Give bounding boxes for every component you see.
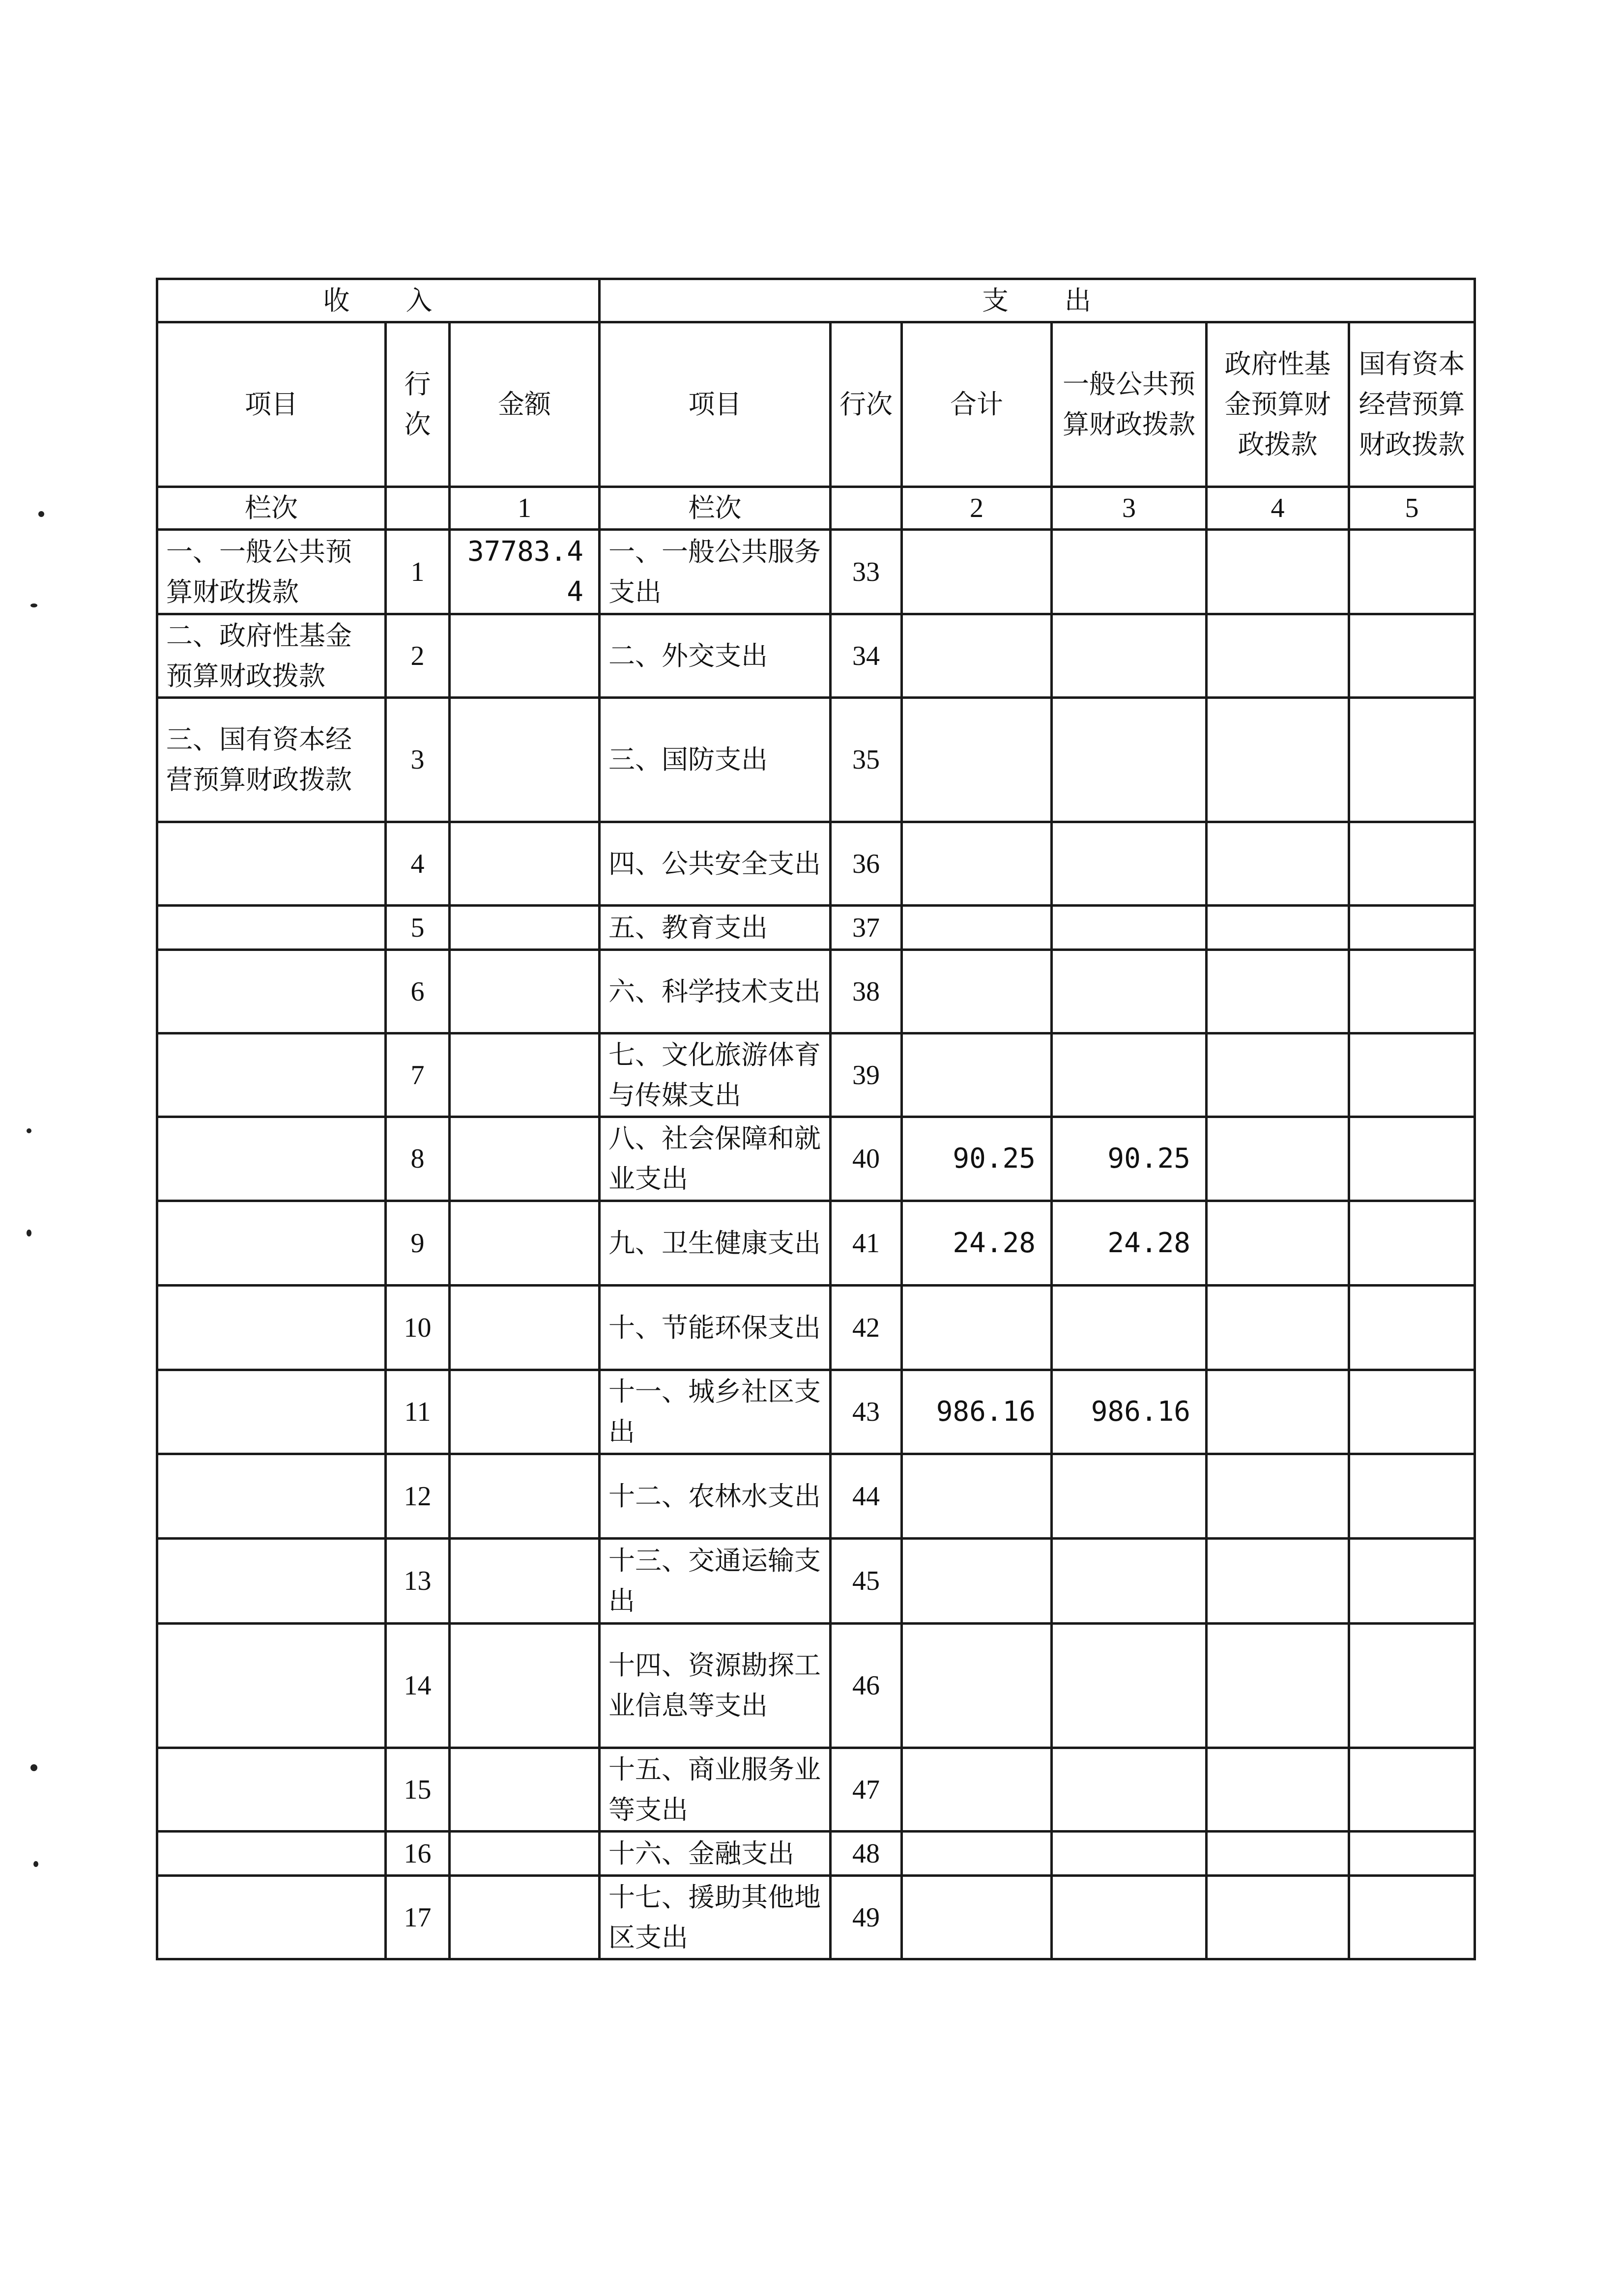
- expense-item: 十二、农林水支出: [600, 1454, 831, 1539]
- column-header-row: [157, 322, 1475, 487]
- general-budget-value: [1052, 950, 1207, 1033]
- state-capital-value: [1349, 1539, 1475, 1624]
- gov-fund-value: [1207, 822, 1349, 906]
- table-row: [157, 698, 1475, 822]
- table-row: [157, 1370, 1475, 1454]
- state-capital-value: [1349, 906, 1475, 950]
- expense-line-number: 36: [831, 822, 902, 906]
- income-line-number: 12: [386, 1454, 450, 1539]
- general-budget-value: 24.28: [1052, 1201, 1207, 1286]
- expense-line-number: 37: [831, 906, 902, 950]
- general-budget-value: [1052, 1454, 1207, 1539]
- table-row: [157, 1286, 1475, 1370]
- state-capital-value: [1349, 822, 1475, 906]
- income-column-label: 栏次: [157, 487, 386, 530]
- gov-fund-value: [1207, 1539, 1349, 1624]
- expense-line-header: 行次: [831, 322, 902, 487]
- gov-fund-value: [1207, 1033, 1349, 1117]
- general-budget-header: 一般公共预算财政拨款: [1052, 322, 1207, 487]
- state-capital-value: [1349, 1624, 1475, 1748]
- state-capital-value: [1349, 530, 1475, 614]
- column-number-3: 3: [1052, 487, 1207, 530]
- income-line-header: 行次: [386, 322, 450, 487]
- gov-fund-value: [1207, 1370, 1349, 1454]
- expense-item: 七、文化旅游体育与传媒支出: [600, 1033, 831, 1117]
- total-value: [902, 1832, 1052, 1876]
- expense-item: 十三、交通运输支出: [600, 1539, 831, 1624]
- total-value: [902, 1624, 1052, 1748]
- total-value: 986.16: [902, 1370, 1052, 1454]
- state-capital-header: 国有资本经营预算财政拨款: [1349, 322, 1475, 487]
- general-budget-value: [1052, 1033, 1207, 1117]
- income-item: [157, 906, 386, 950]
- income-line-number: 13: [386, 1539, 450, 1624]
- scan-mark: [27, 1128, 31, 1133]
- income-line-number: 7: [386, 1033, 450, 1117]
- expense-item: 一、一般公共服务支出: [600, 530, 831, 614]
- table-body: [157, 530, 1475, 1959]
- income-item: [157, 1201, 386, 1286]
- expense-line-number: 40: [831, 1117, 902, 1201]
- table-row: [157, 1624, 1475, 1748]
- column-number-5: 5: [1349, 487, 1475, 530]
- expense-line-number: 35: [831, 698, 902, 822]
- scan-mark: [30, 603, 37, 607]
- column-number-row: [157, 487, 1475, 530]
- income-amount: [450, 1876, 600, 1959]
- income-line-number: 8: [386, 1117, 450, 1201]
- total-value: [902, 614, 1052, 698]
- expense-line-number: 45: [831, 1539, 902, 1624]
- gov-fund-value: [1207, 614, 1349, 698]
- general-budget-value: [1052, 1832, 1207, 1876]
- income-item: [157, 1624, 386, 1748]
- expense-line-number: 33: [831, 530, 902, 614]
- income-amount: [450, 1286, 600, 1370]
- empty-cell: [831, 487, 902, 530]
- income-item: [157, 1539, 386, 1624]
- expense-line-number: 41: [831, 1201, 902, 1286]
- general-budget-value: [1052, 822, 1207, 906]
- state-capital-value: [1349, 614, 1475, 698]
- expense-line-number: 38: [831, 950, 902, 1033]
- income-amount: [450, 822, 600, 906]
- income-amount: [450, 614, 600, 698]
- income-item: [157, 1748, 386, 1832]
- gov-fund-value: [1207, 1201, 1349, 1286]
- budget-table: [156, 278, 1476, 1960]
- income-item: 二、政府性基金预算财政拨款: [157, 614, 386, 698]
- income-line-number: 1: [386, 530, 450, 614]
- state-capital-value: [1349, 698, 1475, 822]
- scan-mark: [27, 1230, 31, 1236]
- income-item: [157, 1117, 386, 1201]
- general-budget-value: 90.25: [1052, 1117, 1207, 1201]
- income-line-number: 5: [386, 906, 450, 950]
- table-row: [157, 1748, 1475, 1832]
- expense-line-number: 39: [831, 1033, 902, 1117]
- expense-item: 九、卫生健康支出: [600, 1201, 831, 1286]
- gov-fund-value: [1207, 698, 1349, 822]
- state-capital-value: [1349, 1033, 1475, 1117]
- expense-item: 四、公共安全支出: [600, 822, 831, 906]
- income-item: 三、国有资本经营预算财政拨款: [157, 698, 386, 822]
- income-item: [157, 950, 386, 1033]
- income-line-number: 6: [386, 950, 450, 1033]
- general-budget-value: [1052, 1876, 1207, 1959]
- general-budget-value: [1052, 614, 1207, 698]
- gov-fund-value: [1207, 1832, 1349, 1876]
- state-capital-value: [1349, 1454, 1475, 1539]
- gov-fund-value: [1207, 906, 1349, 950]
- expense-line-number: 43: [831, 1370, 902, 1454]
- income-amount: [450, 1454, 600, 1539]
- total-value: [902, 822, 1052, 906]
- expense-item: 十七、援助其他地区支出: [600, 1876, 831, 1959]
- expense-section-title: 支 出: [600, 279, 1475, 322]
- income-amount: [450, 1748, 600, 1832]
- scan-mark: [38, 511, 44, 517]
- table-row: [157, 1539, 1475, 1624]
- expense-item: 十一、城乡社区支出: [600, 1370, 831, 1454]
- table-row: [157, 1117, 1475, 1201]
- income-line-number: 4: [386, 822, 450, 906]
- scan-mark: [30, 1764, 37, 1771]
- income-amount: 37783.44: [450, 530, 600, 614]
- expense-line-number: 34: [831, 614, 902, 698]
- gov-fund-value: [1207, 1117, 1349, 1201]
- income-amount: [450, 1117, 600, 1201]
- income-line-number: 2: [386, 614, 450, 698]
- expense-line-number: 49: [831, 1876, 902, 1959]
- total-value: [902, 1286, 1052, 1370]
- income-item: [157, 1832, 386, 1876]
- income-amount: [450, 1033, 600, 1117]
- income-item-header: 项目: [157, 322, 386, 487]
- expense-item: 六、科学技术支出: [600, 950, 831, 1033]
- income-amount: [450, 1539, 600, 1624]
- state-capital-value: [1349, 1286, 1475, 1370]
- section-header-row: [157, 279, 1475, 322]
- gov-fund-value: [1207, 1454, 1349, 1539]
- table-row: [157, 1033, 1475, 1117]
- state-capital-value: [1349, 1201, 1475, 1286]
- income-item: [157, 1033, 386, 1117]
- gov-fund-value: [1207, 1876, 1349, 1959]
- table-row: [157, 1201, 1475, 1286]
- empty-cell: [386, 487, 450, 530]
- income-section-title: 收 入: [157, 279, 600, 322]
- column-number-1: 1: [450, 487, 600, 530]
- income-amount: [450, 1624, 600, 1748]
- general-budget-value: [1052, 1286, 1207, 1370]
- state-capital-value: [1349, 950, 1475, 1033]
- total-value: 24.28: [902, 1201, 1052, 1286]
- state-capital-value: [1349, 1370, 1475, 1454]
- expense-line-number: 42: [831, 1286, 902, 1370]
- total-value: [902, 1539, 1052, 1624]
- table-row: [157, 614, 1475, 698]
- total-value: [902, 950, 1052, 1033]
- gov-fund-value: [1207, 950, 1349, 1033]
- table-row: [157, 1832, 1475, 1876]
- expense-item: 十五、商业服务业等支出: [600, 1748, 831, 1832]
- income-item: 一、一般公共预算财政拨款: [157, 530, 386, 614]
- expense-item: 五、教育支出: [600, 906, 831, 950]
- income-line-number: 15: [386, 1748, 450, 1832]
- total-value: [902, 1033, 1052, 1117]
- gov-fund-value: [1207, 1748, 1349, 1832]
- expense-item: 三、国防支出: [600, 698, 831, 822]
- expense-item: 十六、金融支出: [600, 1832, 831, 1876]
- total-value: [902, 1454, 1052, 1539]
- income-line-number: 3: [386, 698, 450, 822]
- general-budget-value: [1052, 1539, 1207, 1624]
- general-budget-value: [1052, 698, 1207, 822]
- expense-item: 十四、资源勘探工业信息等支出: [600, 1624, 831, 1748]
- income-line-number: 14: [386, 1624, 450, 1748]
- expense-line-number: 47: [831, 1748, 902, 1832]
- table-row: [157, 1454, 1475, 1539]
- expense-line-number: 44: [831, 1454, 902, 1539]
- income-item: [157, 1876, 386, 1959]
- income-amount: [450, 950, 600, 1033]
- income-line-number: 17: [386, 1876, 450, 1959]
- income-amount: [450, 906, 600, 950]
- total-header: 合计: [902, 322, 1052, 487]
- column-number-4: 4: [1207, 487, 1349, 530]
- table-row: [157, 1876, 1475, 1959]
- income-line-number: 11: [386, 1370, 450, 1454]
- state-capital-value: [1349, 1117, 1475, 1201]
- expense-line-number: 48: [831, 1832, 902, 1876]
- state-capital-value: [1349, 1832, 1475, 1876]
- general-budget-value: [1052, 1624, 1207, 1748]
- total-value: [902, 698, 1052, 822]
- gov-fund-value: [1207, 1286, 1349, 1370]
- income-line-number: 16: [386, 1832, 450, 1876]
- income-amount: [450, 698, 600, 822]
- income-amount: [450, 1201, 600, 1286]
- expense-item-header: 项目: [600, 322, 831, 487]
- general-budget-value: [1052, 1748, 1207, 1832]
- table-row: [157, 530, 1475, 614]
- total-value: 90.25: [902, 1117, 1052, 1201]
- income-item: [157, 1454, 386, 1539]
- general-budget-value: 986.16: [1052, 1370, 1207, 1454]
- income-item: [157, 822, 386, 906]
- income-line-number: 9: [386, 1201, 450, 1286]
- expense-item: 二、外交支出: [600, 614, 831, 698]
- gov-fund-value: [1207, 530, 1349, 614]
- expense-column-label: 栏次: [600, 487, 831, 530]
- state-capital-value: [1349, 1748, 1475, 1832]
- total-value: [902, 906, 1052, 950]
- table-row: [157, 906, 1475, 950]
- gov-fund-header: 政府性基金预算财政拨款: [1207, 322, 1349, 487]
- expense-item: 八、社会保障和就业支出: [600, 1117, 831, 1201]
- total-value: [902, 1876, 1052, 1959]
- general-budget-value: [1052, 906, 1207, 950]
- income-amount-header: 金额: [450, 322, 600, 487]
- income-amount: [450, 1370, 600, 1454]
- income-line-number: 10: [386, 1286, 450, 1370]
- total-value: [902, 530, 1052, 614]
- expense-line-number: 46: [831, 1624, 902, 1748]
- income-item: [157, 1370, 386, 1454]
- scan-mark: [33, 1861, 38, 1867]
- table-row: [157, 822, 1475, 906]
- gov-fund-value: [1207, 1624, 1349, 1748]
- table-row: [157, 950, 1475, 1033]
- general-budget-value: [1052, 530, 1207, 614]
- column-number-2: 2: [902, 487, 1052, 530]
- expense-item: 十、节能环保支出: [600, 1286, 831, 1370]
- state-capital-value: [1349, 1876, 1475, 1959]
- income-item: [157, 1286, 386, 1370]
- income-amount: [450, 1832, 600, 1876]
- total-value: [902, 1748, 1052, 1832]
